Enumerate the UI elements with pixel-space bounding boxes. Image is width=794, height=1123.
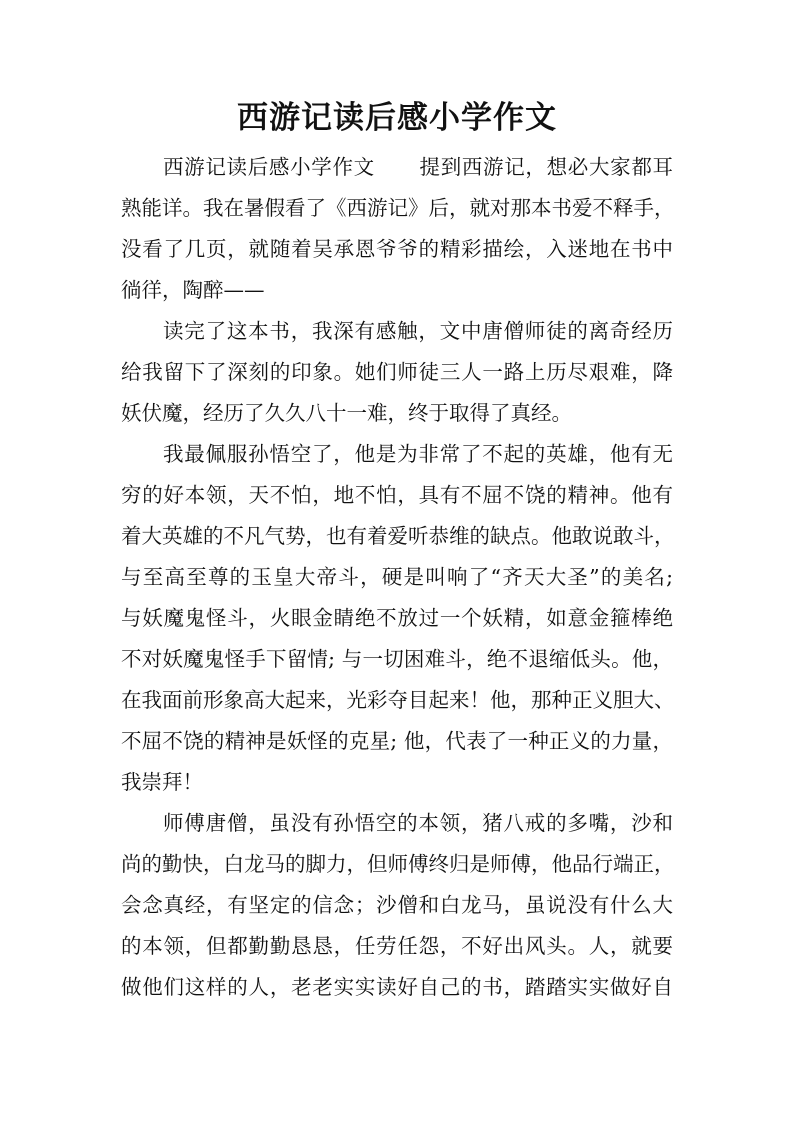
paragraph-line: 师傅唐僧，虽没有孙悟空的本领，猪八戒的多嘴，沙和 bbox=[163, 811, 673, 835]
document-title: 西游记读后感小学作文 bbox=[237, 100, 557, 136]
paragraph-line: 着大英雄的不凡气势，也有着爱听恭维的缺点。他敢说敢斗， bbox=[121, 524, 675, 548]
paragraph-line: 我崇拜！ bbox=[121, 770, 203, 794]
paragraph-line: 穷的好本领，天不怕，地不怕，具有不屈不饶的精神。他有 bbox=[121, 483, 673, 507]
paragraph-line: 会念真经，有坚定的信念；沙僧和白龙马，虽说没有什么大 bbox=[121, 893, 673, 917]
paragraph-3 bbox=[121, 434, 673, 803]
paragraph-line: 不屈不饶的精神是妖怪的克星; 他，代表了一种正义的力量， bbox=[121, 729, 673, 753]
paragraph-line: 徜徉，陶醉—— bbox=[121, 278, 265, 302]
paragraph-line: 的本领，但都勤勤恳恳，任劳任怨，不好出风头。人，就要 bbox=[121, 934, 673, 958]
paragraph-line: 在我面前形象高大起来，光彩夺目起来！他，那种正义胆大、 bbox=[121, 688, 675, 712]
paragraph-4 bbox=[121, 803, 673, 1008]
paragraph-line: 做他们这样的人，老老实实读好自己的书，踏踏实实做好自 bbox=[121, 975, 673, 999]
paragraph-line: 给我留下了深刻的印象。她们师徒三人一路上历尽艰难，降 bbox=[121, 360, 673, 384]
paragraph-line bbox=[121, 147, 673, 188]
paragraph-line: 与妖魔鬼怪斗，火眼金睛绝不放过一个妖精，如意金箍棒绝 bbox=[121, 606, 673, 630]
paragraph-line: 熟能详。我在暑假看了《西游记》后，就对那本书爱不释手， bbox=[121, 196, 675, 220]
paragraph-1 bbox=[121, 147, 673, 311]
paragraph-line: 我最佩服孙悟空了，他是为非常了不起的英雄，他有无 bbox=[163, 442, 673, 466]
text-segment: 提到西游记，想必大家都耳 bbox=[418, 155, 674, 179]
paragraph-line: 没看了几页，就随着吴承恩爷爷的精彩描绘，入迷地在书中 bbox=[121, 237, 673, 261]
paragraph-2 bbox=[121, 311, 673, 434]
paragraph-line: 读完了这本书，我深有感触，文中唐僧师徒的离奇经历 bbox=[163, 319, 673, 343]
paragraph-line: 妖伏魔，经历了久久八十一难，终于取得了真经。 bbox=[121, 401, 572, 425]
paragraph-line: 尚的勤快，白龙马的脚力，但师傅终归是师傅，他品行端正， bbox=[121, 852, 675, 876]
text-segment: 西游记读后感小学作文 bbox=[163, 155, 375, 179]
paragraph-line: 不对妖魔鬼怪手下留情; 与一切困难斗，绝不退缩低头。他， bbox=[121, 647, 673, 671]
paragraph-line: 与至高至尊的玉皇大帝斗，硬是叫响了“齐天大圣”的美名; bbox=[121, 565, 673, 589]
document-body bbox=[121, 147, 673, 1008]
